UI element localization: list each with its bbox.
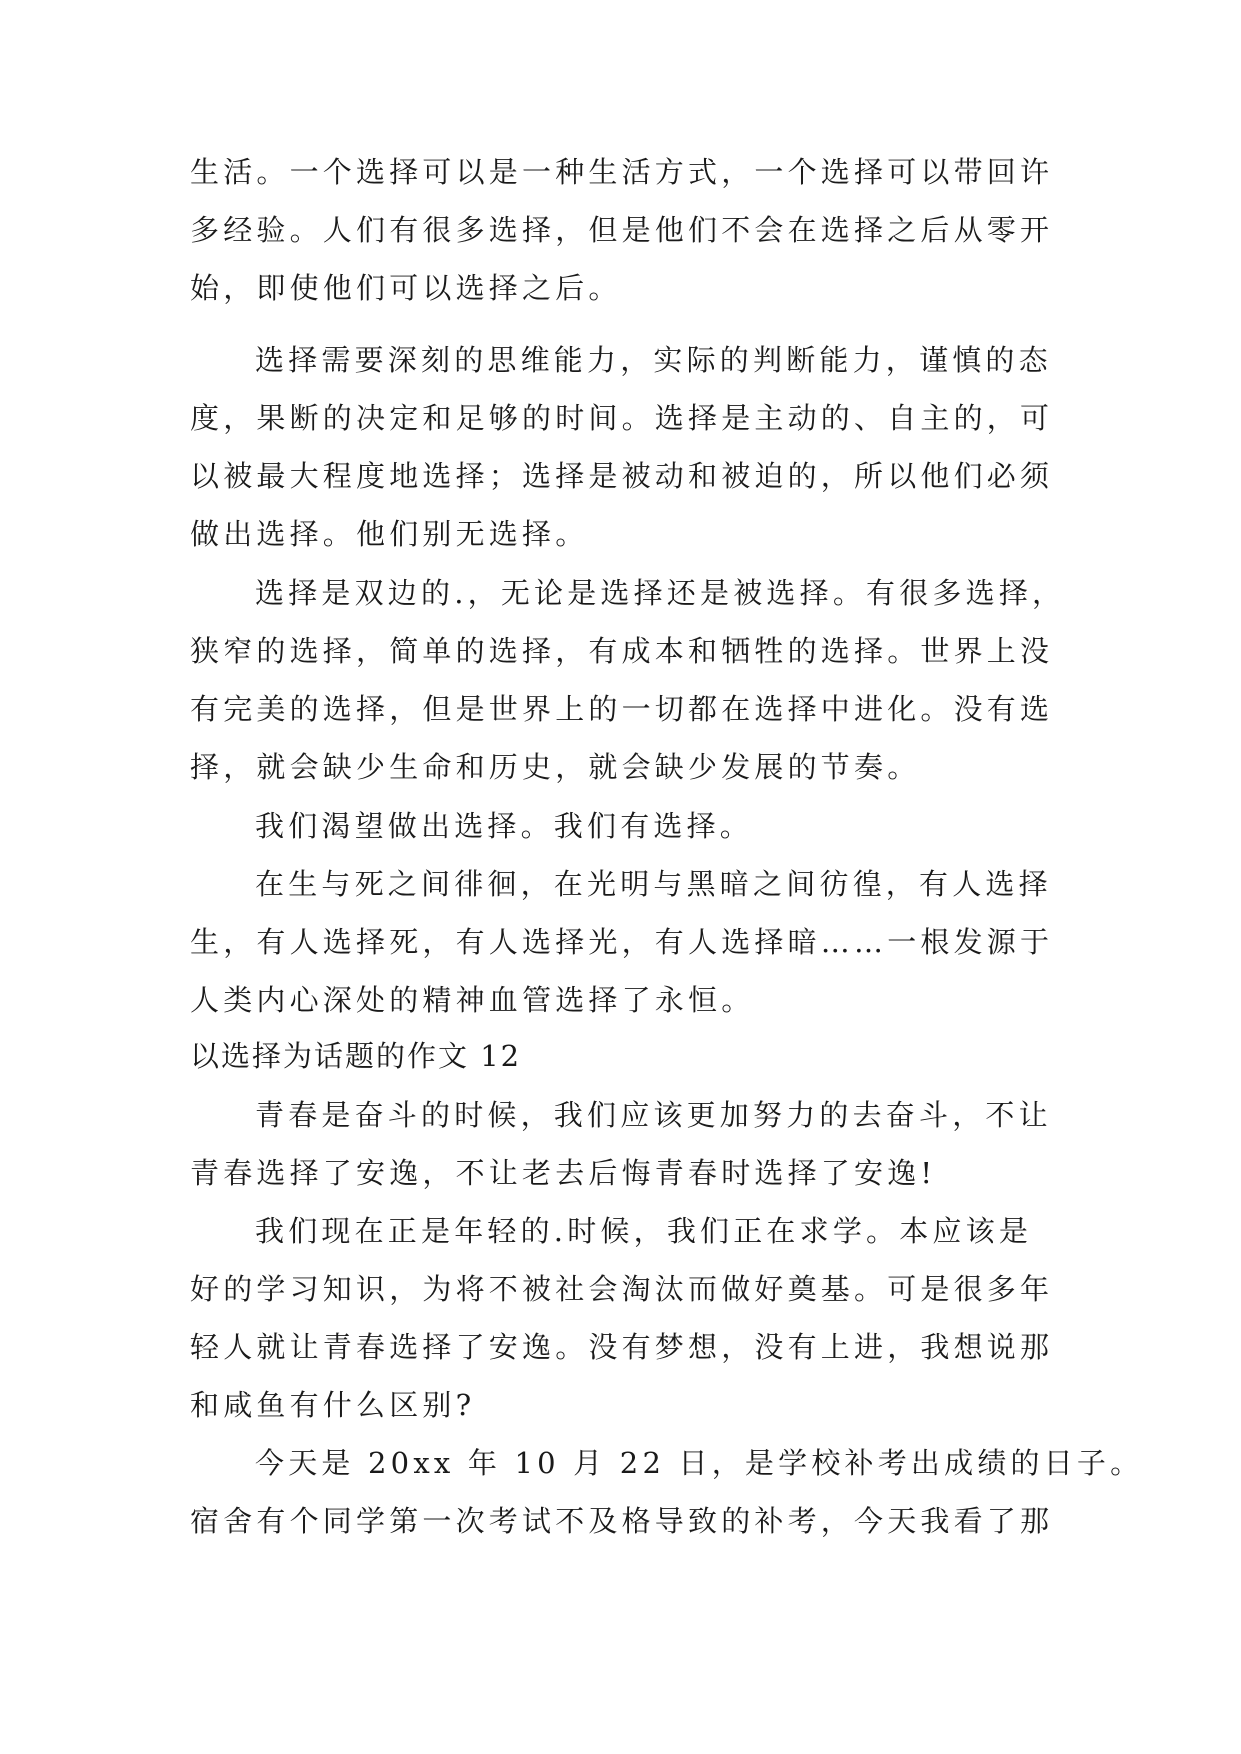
text-line: 做出选择。他们别无选择。 — [190, 517, 589, 551]
text-line: 青春选择了安逸，不让老去后悔青春时选择了安逸! — [190, 1156, 937, 1190]
text-line: 有完美的选择，但是世界上的一切都在选择中进化。没有选 — [190, 692, 1054, 726]
paragraph-start-line: 选择是双边的.，无论是选择还是被选择。有很多选择， — [255, 576, 1066, 610]
text-line: 生，有人选择死，有人选择光，有人选择暗……一根发源于 — [190, 925, 1054, 959]
paragraph-start-line: 今天是 20xx 年 10 月 22 日，是学校补考出成绩的日子。 — [255, 1446, 1144, 1480]
paragraph-start-line: 青春是奋斗的时候，我们应该更加努力的去奋斗，不让 — [255, 1098, 1052, 1132]
text-line: 和咸鱼有什么区别? — [190, 1388, 476, 1422]
text-line: 多经验。人们有很多选择，但是他们不会在选择之后从零开 — [190, 213, 1054, 247]
paragraph-start-line: 选择需要深刻的思维能力，实际的判断能力，谨慎的态 — [255, 343, 1052, 377]
text-line: 轻人就让青春选择了安逸。没有梦想，没有上进，我想说那 — [190, 1330, 1054, 1364]
text-line: 好的学习知识，为将不被社会淘汰而做好奠基。可是很多年 — [190, 1272, 1054, 1306]
paragraph-start-line: 在生与死之间徘徊，在光明与黑暗之间彷徨，有人选择 — [255, 867, 1052, 901]
text-line: 人类内心深处的精神血管选择了永恒。 — [190, 983, 755, 1017]
text-line: 度，果断的决定和足够的时间。选择是主动的、自主的，可 — [190, 401, 1054, 435]
text-line: 始，即使他们可以选择之后。 — [190, 271, 622, 305]
text-line: 生活。一个选择可以是一种生活方式，一个选择可以带回许 — [190, 155, 1054, 189]
section-heading: 以选择为话题的作文 12 — [190, 1039, 522, 1073]
text-line: 以被最大程度地选择；选择是被动和被迫的，所以他们必须 — [190, 459, 1054, 493]
text-line: 宿舍有个同学第一次考试不及格导致的补考，今天我看了那 — [190, 1504, 1054, 1538]
paragraph-start-line: 我们现在正是年轻的.时候，我们正在求学。本应该是 — [255, 1214, 1033, 1248]
paragraph-start-line: 我们渴望做出选择。我们有选择。 — [255, 809, 754, 843]
text-line: 择，就会缺少生命和历史，就会缺少发展的节奏。 — [190, 750, 921, 784]
text-line: 狭窄的选择，简单的选择，有成本和牺牲的选择。世界上没 — [190, 634, 1054, 668]
